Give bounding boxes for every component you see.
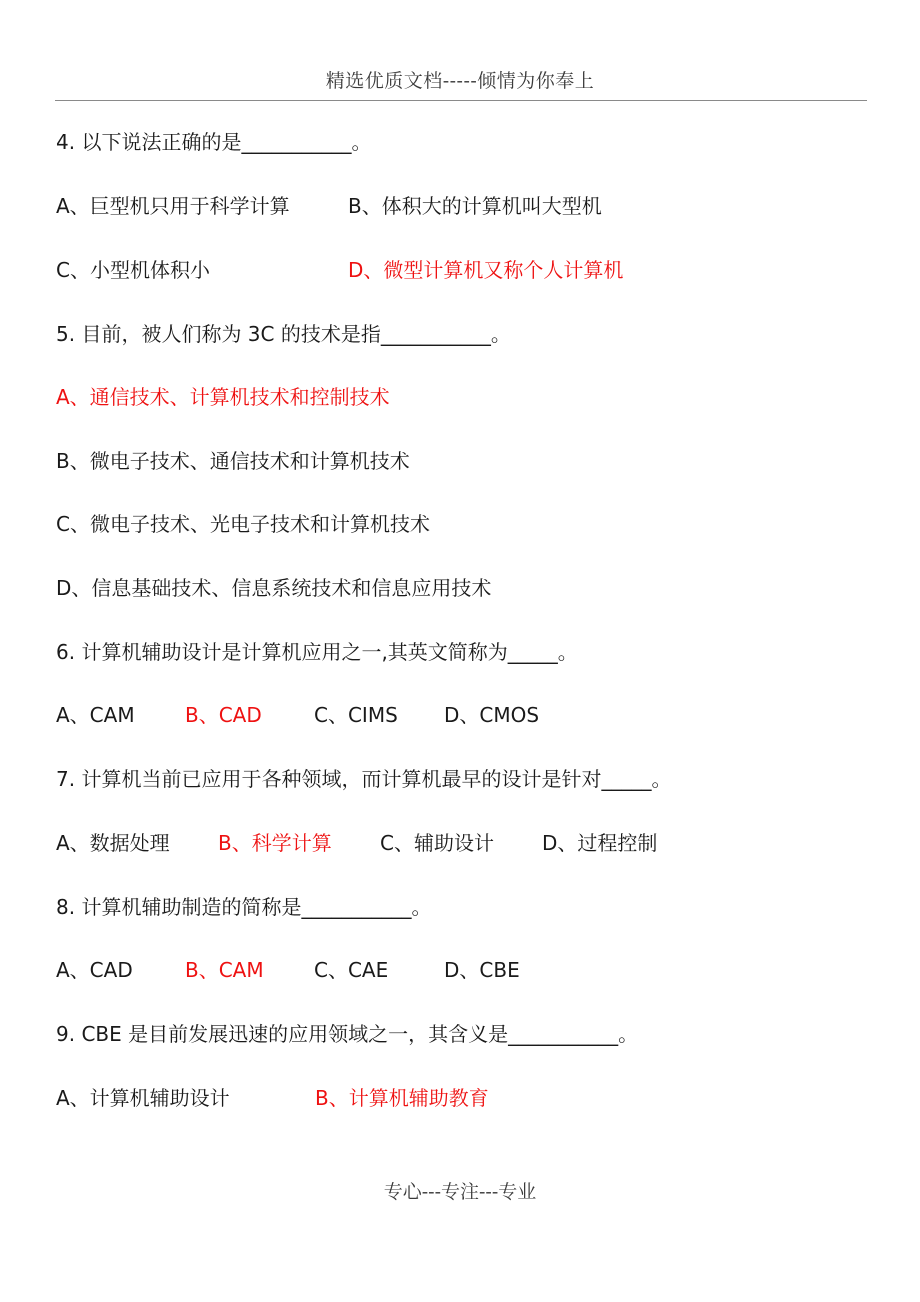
question-5: 5. 目前，被人们称为 3C 的技术是指___________。 bbox=[56, 322, 511, 346]
q4-option-a: A、巨型机只用于科学计算 bbox=[56, 194, 290, 218]
question-8: 8. 计算机辅助制造的简称是___________。 bbox=[56, 895, 432, 919]
q6-option-b-answer: B、CAD bbox=[185, 703, 262, 727]
q8-option-d: D、CBE bbox=[444, 958, 520, 982]
q4-option-c: C、小型机体积小 bbox=[56, 258, 210, 282]
q9-option-b-answer: B、计算机辅助教育 bbox=[315, 1086, 489, 1110]
page-header: 精选优质文档-----倾情为你奉上 bbox=[325, 70, 595, 92]
header-divider bbox=[55, 100, 867, 101]
page-footer: 专心---专注---专业 bbox=[383, 1181, 537, 1203]
q5-option-b: B、微电子技术、通信技术和计算机技术 bbox=[56, 449, 410, 473]
question-6: 6. 计算机辅助设计是计算机应用之一,其英文简称为_____。 bbox=[56, 640, 578, 664]
q5-option-c: C、微电子技术、光电子技术和计算机技术 bbox=[56, 512, 430, 536]
q7-option-a: A、数据处理 bbox=[56, 831, 170, 855]
q5-option-a-answer: A、通信技术、计算机技术和控制技术 bbox=[56, 385, 390, 409]
question-9: 9. CBE 是目前发展迅速的应用领域之一，其含义是___________。 bbox=[56, 1022, 639, 1046]
q5-option-d: D、信息基础技术、信息系统技术和信息应用技术 bbox=[56, 576, 492, 600]
q8-option-c: C、CAE bbox=[314, 958, 389, 982]
q7-option-d: D、过程控制 bbox=[542, 831, 658, 855]
question-4: 4. 以下说法正确的是___________。 bbox=[56, 130, 372, 154]
q7-option-c: C、辅助设计 bbox=[380, 831, 494, 855]
q7-option-b-answer: B、科学计算 bbox=[218, 831, 332, 855]
q4-option-d-answer: D、微型计算机又称个人计算机 bbox=[348, 258, 624, 282]
q4-option-b: B、体积大的计算机叫大型机 bbox=[348, 194, 602, 218]
q6-option-d: D、CMOS bbox=[444, 703, 540, 727]
q6-option-a: A、CAM bbox=[56, 703, 135, 727]
q9-option-a: A、计算机辅助设计 bbox=[56, 1086, 230, 1110]
q8-option-b-answer: B、CAM bbox=[185, 958, 264, 982]
q6-option-c: C、CIMS bbox=[314, 703, 398, 727]
q8-option-a: A、CAD bbox=[56, 958, 133, 982]
question-7: 7. 计算机当前已应用于各种领域，而计算机最早的设计是针对_____。 bbox=[56, 767, 672, 791]
